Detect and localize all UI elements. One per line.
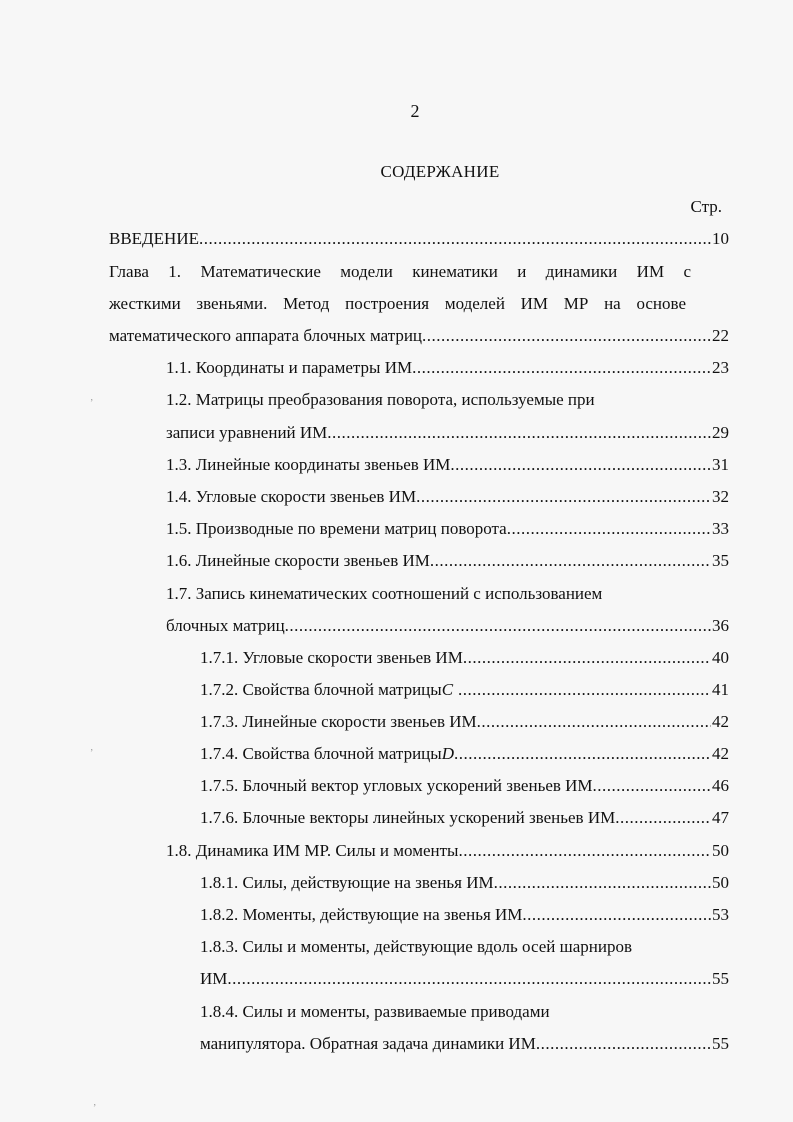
toc-entry-1-4: [166, 487, 729, 507]
toc-entry-title: записи уравнений ИМ: [166, 423, 328, 442]
dot-leader: [285, 616, 711, 636]
dot-leader: [199, 229, 711, 249]
dot-leader: [458, 680, 711, 700]
toc-section-line: 1.7. Запись кинематических соотношений с использованием: [166, 584, 603, 603]
toc-entry-title: 1.8.2. Моменты, действующие на звенья ИМ: [200, 905, 523, 924]
dot-leader: [522, 905, 711, 925]
dot-leader: [477, 712, 711, 732]
toc-entry-1-7: [166, 616, 729, 636]
toc-entry-title: блочных матриц: [166, 616, 285, 635]
toc-entry-page: 50: [712, 873, 729, 892]
dot-leader: [507, 519, 711, 539]
dot-leader: [412, 358, 711, 378]
toc-entry-page: 41: [712, 680, 729, 699]
toc-entry-page: 46: [712, 776, 729, 795]
page-number: 2: [410, 101, 420, 121]
toc-entry-title: 1.7.1. Угловые скорости звеньев ИМ: [200, 648, 463, 667]
toc-entry-page: 42: [712, 744, 729, 763]
toc-entry-1-7-1: [200, 648, 729, 668]
toc-entry-page: 31: [712, 455, 729, 474]
toc-entry-1-8-1: [200, 873, 729, 893]
toc-entry-page: 10: [712, 229, 729, 248]
dot-leader: [450, 455, 711, 475]
toc-entry-chapter-1: [109, 326, 729, 346]
toc-entry-1-1: [166, 358, 729, 378]
scan-speck: ʼ: [90, 748, 94, 759]
toc-entry-1-8: [166, 841, 729, 861]
dot-leader: [458, 841, 711, 861]
dot-leader: [494, 873, 711, 893]
dot-leader: [327, 423, 711, 443]
toc-entry-page: 33: [712, 519, 729, 538]
toc-entry-page: 55: [712, 969, 729, 988]
toc-entry-title: 1.7.5. Блочный вектор угловых ускорений звеньев ИМ: [200, 776, 593, 795]
dot-leader: [422, 326, 711, 346]
dot-leader: [615, 808, 711, 828]
toc-entry-page: 35: [712, 551, 729, 570]
toc-entry-page: 36: [712, 616, 729, 635]
page-column-label: Стр.: [690, 197, 722, 216]
toc-entry-page: 47: [712, 808, 729, 827]
toc-entry-title: 1.7.2. Свойства блочной матрицы: [200, 680, 442, 699]
toc-entry-title: 1.7.6. Блочные векторы линейных ускорений звеньев ИМ: [200, 808, 616, 827]
toc-entry-page: 42: [712, 712, 729, 731]
matrix-symbol: C: [441, 680, 454, 699]
toc-entry-1-7-6: [200, 808, 729, 828]
toc-entry-title: математического аппарата блочных матриц: [109, 326, 423, 345]
matrix-symbol: D: [441, 744, 454, 763]
toc-entry-title: 1.7.4. Свойства блочной матрицы: [200, 744, 442, 763]
toc-entry-title: 1.3. Линейные координаты звеньев ИМ: [166, 455, 451, 474]
toc-entry-1-7-3: [200, 712, 729, 732]
toc-entry-page: 55: [712, 1034, 729, 1053]
toc-chapter-line: Глава 1. Математические модели кинематики и динамики ИМ с: [109, 262, 691, 281]
toc-section-line: 1.8.4. Силы и моменты, развиваемые приводами: [200, 1002, 550, 1021]
toc-entry-title: 1.4. Угловые скорости звеньев ИМ: [166, 487, 417, 506]
toc-entry-1-5: [166, 519, 729, 539]
toc-chapter-line: жесткими звеньями. Метод построения моделей ИМ МР на основе: [109, 294, 686, 313]
toc-entry-1-8-3: [200, 969, 729, 989]
toc-entry-1-7-2: [200, 680, 729, 700]
toc-entry-page: 22: [712, 326, 729, 345]
dot-leader: [416, 487, 711, 507]
toc-entry-1-8-2: [200, 905, 729, 925]
toc-entry-page: 23: [712, 358, 729, 377]
toc-section-line: 1.2. Матрицы преобразования поворота, используемые при: [166, 390, 595, 409]
toc-entry-page: 29: [712, 423, 729, 442]
toc-entry-title: 1.6. Линейные скорости звеньев ИМ: [166, 551, 430, 570]
toc-entry-page: 53: [712, 905, 729, 924]
toc-entry-page: 40: [712, 648, 729, 667]
dot-leader: [593, 776, 711, 796]
toc-entry-1-7-5: [200, 776, 729, 796]
toc-entry-1-6: [166, 551, 729, 571]
toc-entry-title: 1.1. Координаты и параметры ИМ: [166, 358, 413, 377]
dot-leader: [536, 1034, 711, 1054]
toc-entry-title: ВВЕДЕНИЕ: [109, 229, 199, 248]
toc-entry-title: манипулятора. Обратная задача динамики ИМ: [200, 1034, 536, 1053]
dot-leader: [430, 551, 711, 571]
toc-entry-1-8-4: [200, 1034, 729, 1054]
page-title: СОДЕРЖАНИЕ: [380, 162, 500, 181]
toc-entry-1-2: [166, 423, 729, 443]
toc-entry-title: 1.5. Производные по времени матриц поворота: [166, 519, 507, 538]
toc-entry-title: ИМ: [200, 969, 228, 988]
toc-entry-title: 1.8.1. Силы, действующие на звенья ИМ: [200, 873, 494, 892]
toc-section-line: 1.8.3. Силы и моменты, действующие вдоль осей шарниров: [200, 937, 632, 956]
scan-speck: ʼ: [93, 1103, 97, 1114]
toc-entry-title: 1.7.3. Линейные скорости звеньев ИМ: [200, 712, 477, 731]
toc-entry-1-3: [166, 455, 729, 475]
dot-leader: [227, 969, 711, 989]
toc-entry-intro: [109, 229, 729, 249]
scan-speck: ʼ: [90, 398, 94, 409]
dot-leader: [463, 648, 711, 668]
toc-entry-page: 32: [712, 487, 729, 506]
dot-leader: [454, 744, 711, 764]
toc-entry-page: 50: [712, 841, 729, 860]
toc-entry-title: 1.8. Динамика ИМ МР. Силы и моменты: [166, 841, 459, 860]
toc-entry-1-7-4: [200, 744, 729, 764]
